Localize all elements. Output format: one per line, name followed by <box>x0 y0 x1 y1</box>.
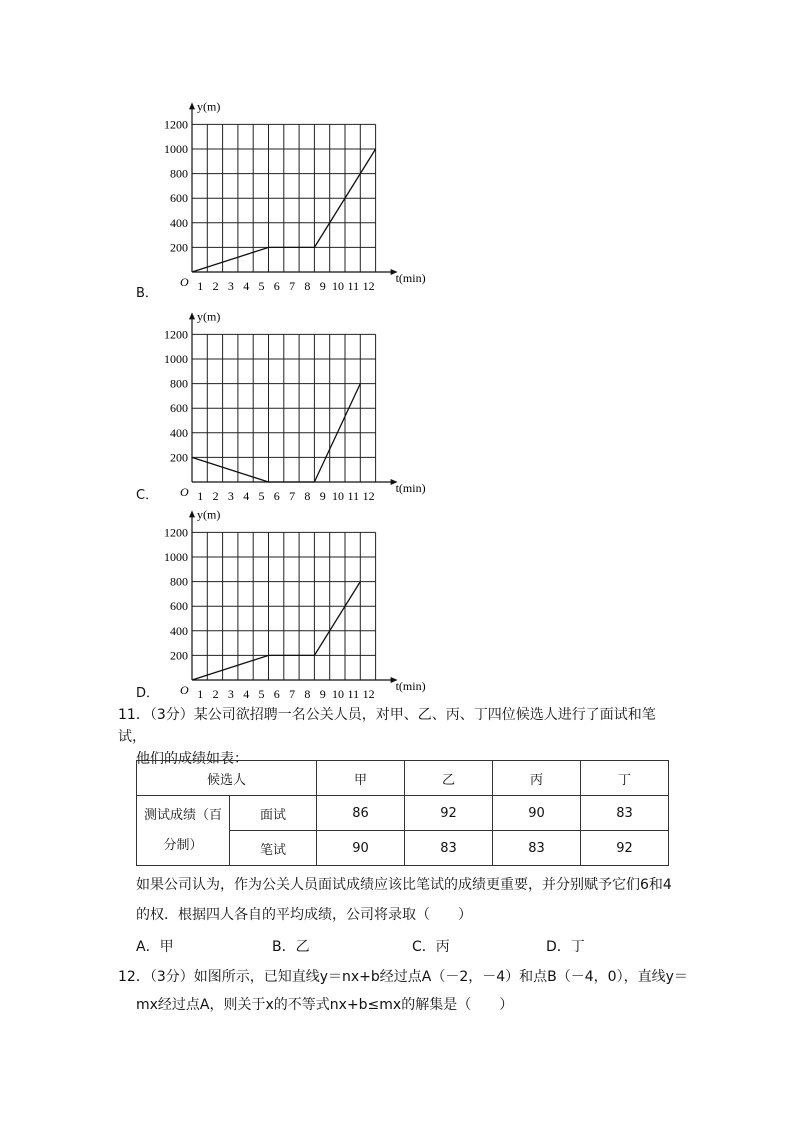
question-11-continued <box>136 874 676 926</box>
y-tick-label: 400 <box>170 425 188 440</box>
distance-time-graph <box>136 100 446 300</box>
question-line: 11．（3分）某公司欲招聘一名公关人员，对甲、乙、丙、丁四位候选人进行了面试和笔试， <box>118 707 656 745</box>
x-tick-label: 6 <box>273 687 280 701</box>
table-group-label: 测试成绩（百分制） <box>137 796 230 866</box>
y-tick-label: 200 <box>170 240 188 255</box>
x-tick-label: 1 <box>197 279 204 293</box>
y-tick-label: 1200 <box>164 117 188 132</box>
y-axis-label: y(m) <box>197 100 221 114</box>
x-tick-label: 6 <box>273 279 280 293</box>
x-tick-label: 3 <box>227 279 234 293</box>
option-label: C． <box>136 488 159 503</box>
graph-segment <box>192 247 269 272</box>
y-tick-label: 600 <box>170 401 188 416</box>
table-cell: 83 <box>493 831 581 866</box>
x-tick-label: 1 <box>197 687 204 701</box>
graph-option-d <box>136 508 446 708</box>
origin-label: O <box>180 683 189 697</box>
x-tick-label: 9 <box>319 687 326 701</box>
graph-segment <box>192 655 269 680</box>
option-label: D． <box>136 686 160 701</box>
x-tick-label: 8 <box>304 687 311 701</box>
y-axis-arrow-icon <box>189 102 195 109</box>
x-tick-label: 11 <box>347 489 360 503</box>
x-tick-label: 4 <box>243 279 250 293</box>
table-cell: 90 <box>317 831 405 866</box>
x-tick-label: 2 <box>212 687 219 701</box>
y-tick-label: 400 <box>170 623 188 638</box>
x-tick-label: 5 <box>258 687 265 701</box>
choice-b[interactable]: B．乙 <box>272 939 310 955</box>
y-tick-label: 600 <box>170 191 188 206</box>
question-line: 的权．根据四人各自的平均成绩，公司将录取（ ） <box>136 907 472 923</box>
option-label: B． <box>136 286 158 301</box>
question-line: mx经过点A，则关于x的不等式nx+b≤mx的解集是（ ） <box>136 997 514 1013</box>
y-tick-label: 1200 <box>164 525 188 540</box>
distance-time-graph <box>136 310 446 510</box>
x-tick-label: 12 <box>362 279 375 293</box>
x-tick-label: 7 <box>289 279 296 293</box>
x-tick-label: 7 <box>289 687 296 701</box>
graph-segment <box>192 457 269 482</box>
y-tick-label: 1000 <box>164 142 188 156</box>
table-header-cell: 丁 <box>581 761 669 796</box>
table-cell: 83 <box>581 796 669 831</box>
y-tick-label: 600 <box>170 599 188 614</box>
x-tick-label: 3 <box>227 489 234 503</box>
table-header-candidate: 候选人 <box>137 761 317 796</box>
x-tick-label: 2 <box>212 489 219 503</box>
table-row-label: 面试 <box>230 796 317 831</box>
x-tick-label: 3 <box>227 687 234 701</box>
x-axis-label: t(min) <box>395 679 426 693</box>
y-tick-label: 1200 <box>164 327 188 342</box>
y-tick-label: 800 <box>170 574 188 589</box>
y-tick-label: 1000 <box>164 352 188 366</box>
question-line: 如果公司认为，作为公关人员面试成绩应该比笔试的成绩更重要，并分别赋予它们6和4 <box>136 877 672 893</box>
graph-segment <box>314 582 360 656</box>
x-tick-label: 4 <box>243 687 250 701</box>
y-tick-label: 200 <box>170 450 188 465</box>
table-cell: 86 <box>317 796 405 831</box>
table-header-cell: 乙 <box>405 761 493 796</box>
table-header-cell: 丙 <box>493 761 581 796</box>
y-axis-arrow-icon <box>189 312 195 319</box>
x-tick-label: 2 <box>212 279 219 293</box>
y-tick-label: 1000 <box>164 550 188 564</box>
x-tick-label: 1 <box>197 489 204 503</box>
table-cell: 90 <box>493 796 581 831</box>
choice-a[interactable]: A．甲 <box>136 939 174 955</box>
x-tick-label: 4 <box>243 489 250 503</box>
table-cell: 92 <box>405 796 493 831</box>
x-tick-label: 9 <box>319 489 326 503</box>
x-tick-label: 12 <box>362 489 375 503</box>
y-tick-label: 400 <box>170 215 188 230</box>
x-tick-label: 10 <box>332 279 344 293</box>
x-tick-label: 12 <box>362 687 375 701</box>
y-tick-label: 200 <box>170 648 188 663</box>
score-table <box>136 760 669 866</box>
choice-c[interactable]: C．丙 <box>412 939 450 955</box>
x-tick-label: 11 <box>347 687 360 701</box>
x-tick-label: 11 <box>347 279 360 293</box>
table-cell: 83 <box>405 831 493 866</box>
y-tick-label: 800 <box>170 376 188 391</box>
graph-option-c <box>136 310 446 510</box>
question-line: 他们的成绩如表： <box>136 751 248 767</box>
table-header-cell: 甲 <box>317 761 405 796</box>
x-tick-label: 10 <box>332 489 344 503</box>
y-axis-label: y(m) <box>197 508 221 522</box>
x-axis-label: t(min) <box>395 271 426 285</box>
table-cell: 92 <box>581 831 669 866</box>
x-tick-label: 8 <box>304 279 311 293</box>
table-row-label: 笔试 <box>230 831 317 866</box>
x-tick-label: 5 <box>258 489 265 503</box>
x-axis-label: t(min) <box>395 481 426 495</box>
x-tick-label: 6 <box>273 489 280 503</box>
distance-time-graph <box>136 508 446 708</box>
question-12-text <box>118 966 688 1016</box>
x-tick-label: 9 <box>319 279 326 293</box>
choice-d[interactable]: D．丁 <box>546 939 585 955</box>
x-tick-label: 10 <box>332 687 344 701</box>
origin-label: O <box>180 275 189 289</box>
origin-label: O <box>180 485 189 499</box>
question-line: 12．（3分）如图所示，已知直线y＝nx+b经过点A（－2，－4）和点B（－4，0），直线y＝ <box>118 969 688 985</box>
graph-option-b <box>136 100 446 300</box>
x-tick-label: 7 <box>289 489 296 503</box>
x-tick-label: 5 <box>258 279 265 293</box>
y-axis-arrow-icon <box>189 510 195 517</box>
y-tick-label: 800 <box>170 166 188 181</box>
x-tick-label: 8 <box>304 489 311 503</box>
y-axis-label: y(m) <box>197 310 221 324</box>
